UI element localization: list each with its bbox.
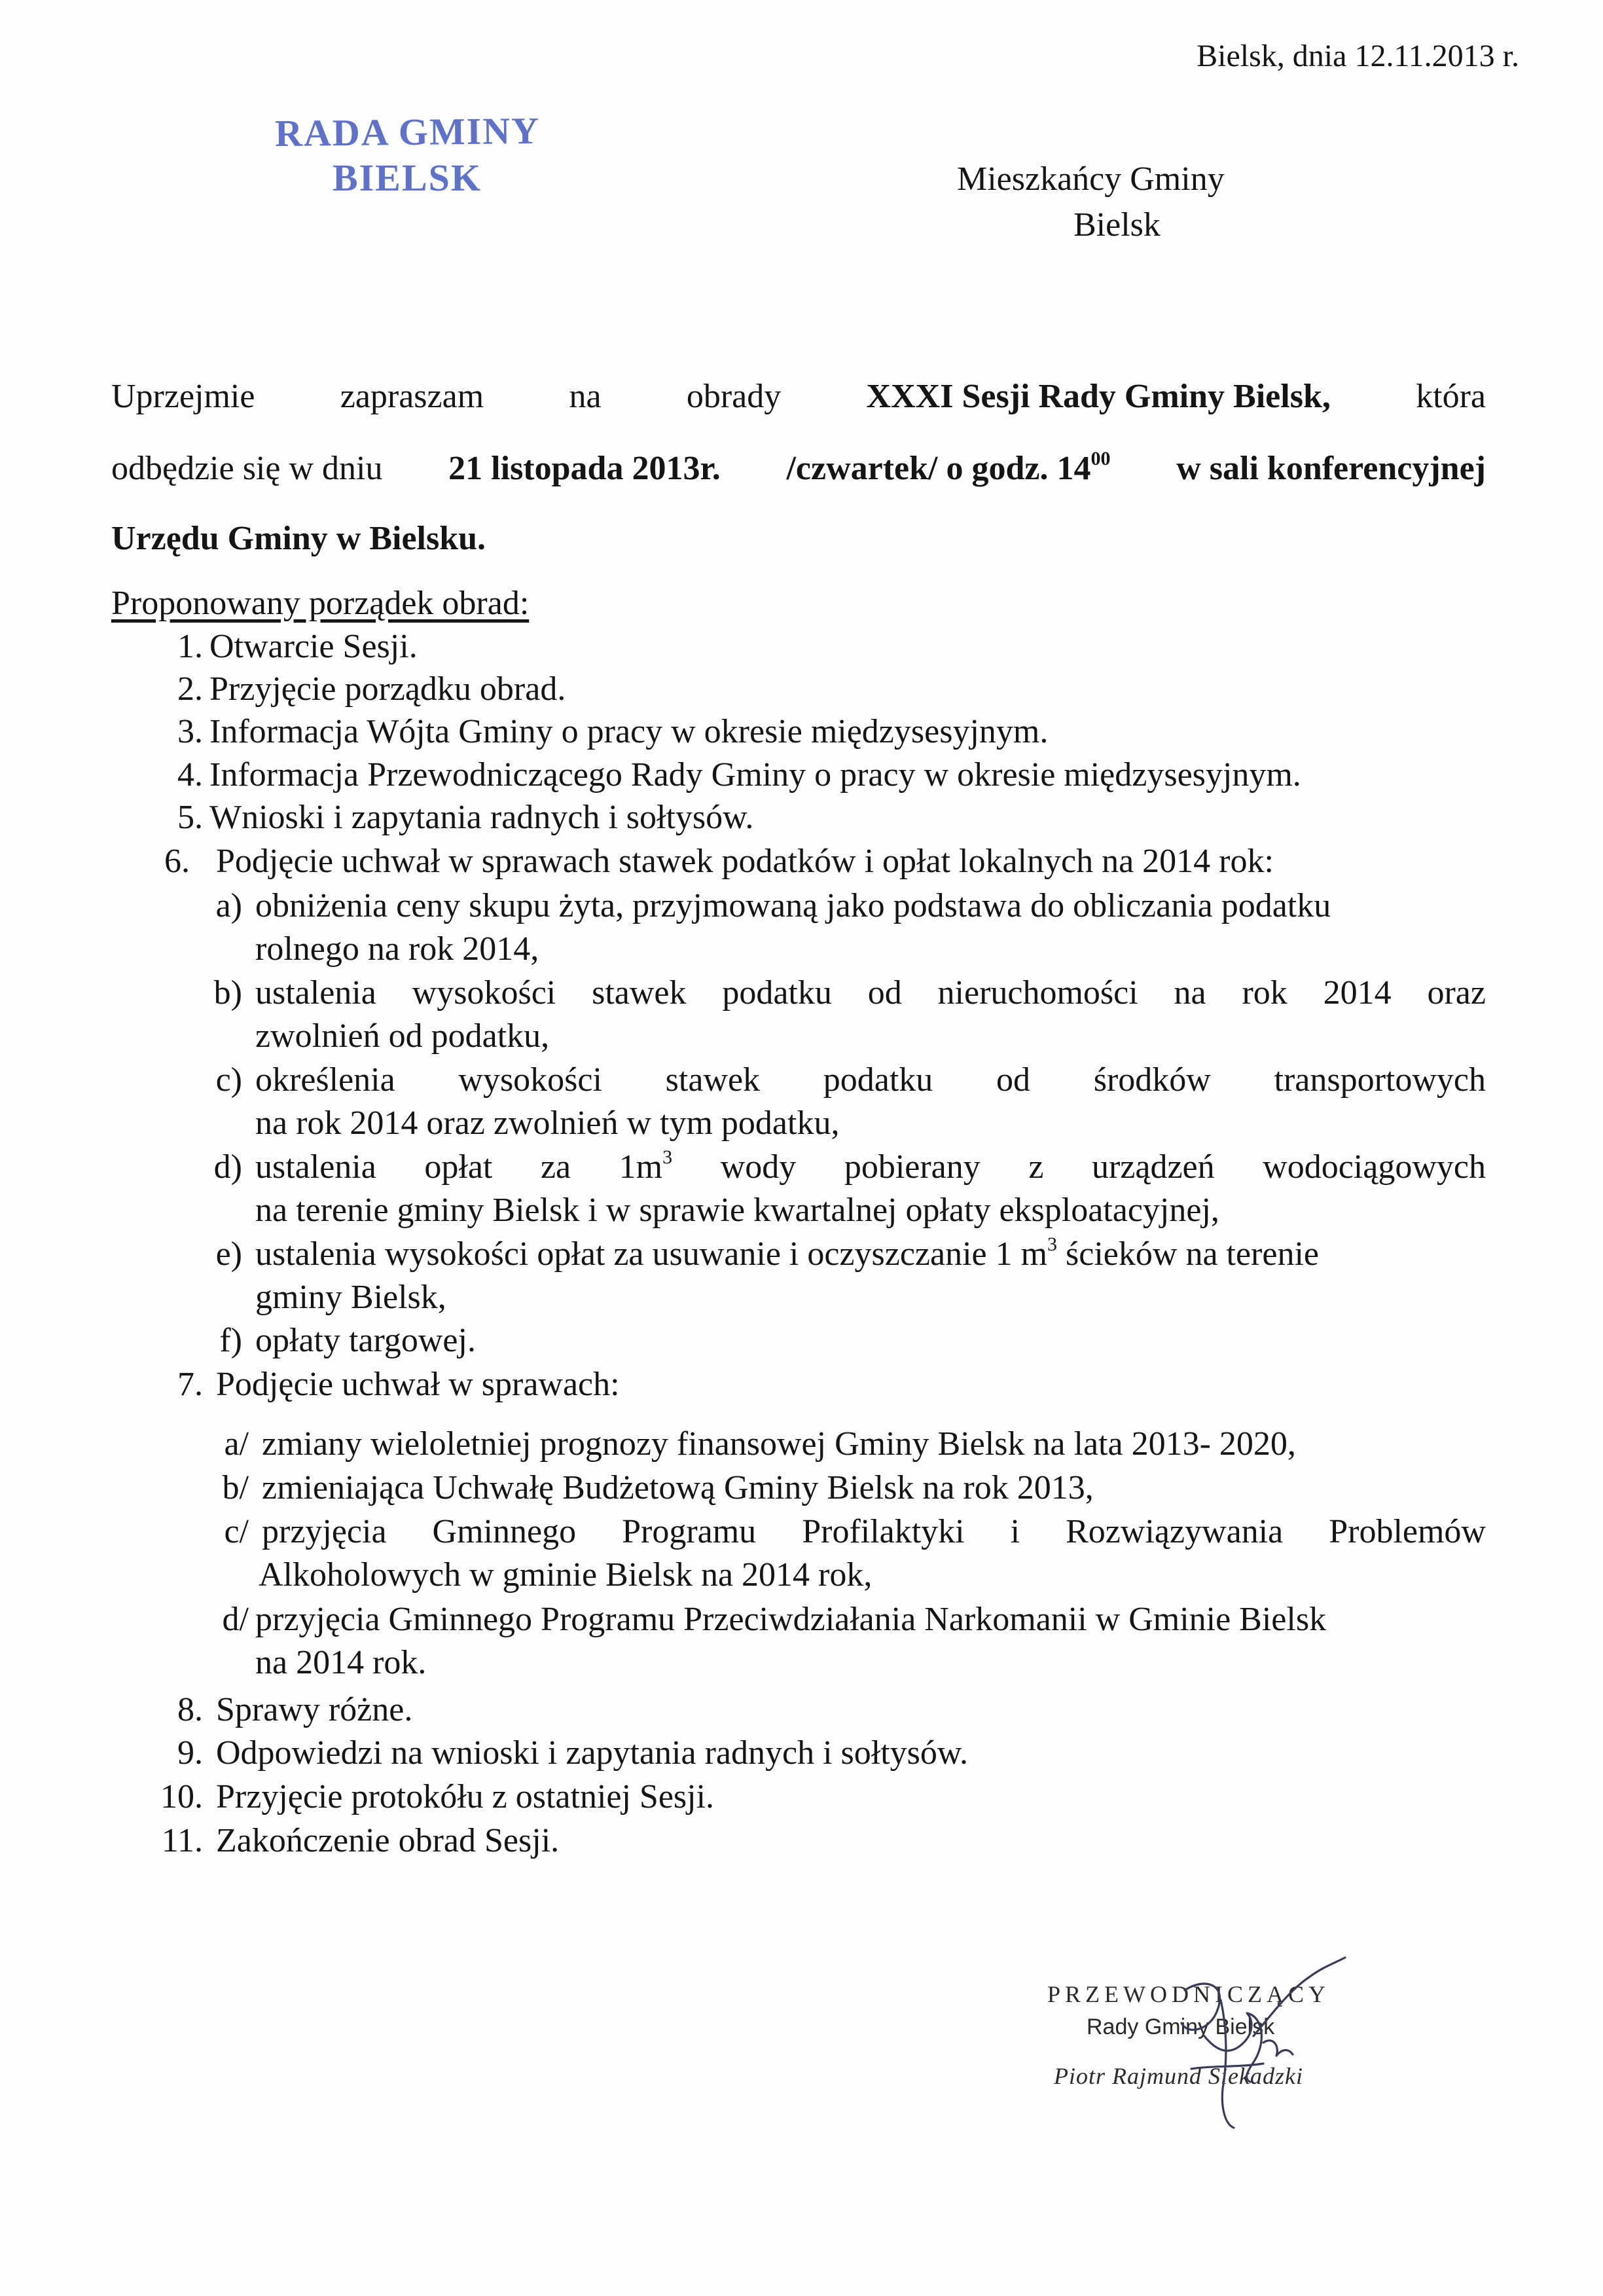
agenda-title: Proponowany porządek obrad: [111,585,530,622]
chairman-org: Rady Gminy Bielsk [1087,2014,1275,2039]
sub-item-text: rolnego na rok 2014, [255,930,539,968]
time-minutes: 00 [1090,447,1111,469]
agenda-item-number: 1. [177,628,203,665]
sub-item-word: i [1010,1513,1020,1550]
sub-item-word: z [1028,1148,1044,1186]
sub-item-word: nieruchomości [937,974,1138,1011]
agenda-item-number: 2. [177,670,203,708]
sub-item-word: Rozwiązywania [1066,1513,1284,1550]
agenda-item-text: Informacja Wójta Gminy o pracy w okresie międzysesyjnym. [209,713,1049,750]
agenda-item-number: 5. [177,799,203,836]
session-day-time: /czwartek/ o godz. $14^{00}$ [786,447,1111,487]
sub-item-word: podatku [823,1061,933,1099]
sub-item-text: zmieniająca Uchwałę Budżetową Gminy Bielsk na rok 2013, [262,1469,1094,1506]
sub-item-text: zwolnień od podatku, [255,1017,550,1055]
sub-item-text: opłaty targowej. [255,1322,476,1359]
agenda-item-text: Informacja Przewodniczącego Rady Gminy o pracy w okresie międzysesyjnym. [209,756,1301,793]
intro-line-1 [111,380,1486,414]
date-line: Bielsk, dnia 12.11.2013 r. [1197,39,1519,73]
sub-item-text [255,976,1486,1010]
agenda-item-text: Przyjęcie protokółu z ostatniej Sesji. [216,1778,715,1815]
sub-item-word: 2014 [1323,974,1392,1011]
agenda-item-number: 3. [177,713,203,750]
agenda-item-text: Sprawy różne. [216,1691,413,1728]
sub-item-word: przyjęcia [262,1513,387,1550]
handwritten-signature [1113,1938,1361,2134]
chairman-name: Piotr Rajmund Siekadzki [1054,2063,1303,2089]
sub-item-text: zmiany wieloletniej prognozy finansowej Gminy Bielsk na lata 2013- 2020, [262,1425,1296,1463]
sub-item-word: stawek [665,1061,761,1099]
agenda-item-text: Przyjęcie porządku obrad. [209,670,566,708]
intro-word: obrady [686,378,782,415]
session-name: XXXI Sesji Rady Gminy Bielsk, [866,378,1331,415]
agenda-item-number: 11. [161,1822,203,1859]
sub-item-word: ustalenia [255,1148,376,1186]
sub-item-word: transportowych [1274,1061,1486,1099]
sub-item-word: Problemów [1329,1513,1486,1550]
intro-line-3: Urzędu Gminy w Bielsku. [111,520,486,557]
sub-item-text [255,1146,1486,1186]
sub-item-word: od [996,1061,1030,1099]
sub-item-word: określenia [255,1061,395,1099]
sub-item-text: obniżenia ceny skupu żyta, przyjmowaną jako podstawa do obliczania podatku [255,887,1331,924]
agenda-item-text: Podjęcie uchwał w sprawach: [216,1366,620,1403]
agenda-item-number: 8. [177,1691,203,1728]
session-venue: w sali konferencyjnej [1176,450,1486,487]
chairman-title: PRZEWODNICZĄCY [1047,1981,1330,2007]
sub-item-word: Profilaktyki [802,1513,965,1550]
sub-item-word: Gminnego [432,1513,577,1550]
agenda-item-number: 10. [160,1778,203,1815]
sub-item-word: pobierany [844,1148,981,1186]
intro-word: Uprzejmie [111,378,255,415]
council-stamp [275,110,589,208]
sub-item-word: od [867,974,902,1011]
sub-item-mark: a) [215,887,242,924]
sub-item-mark: d) [213,1148,242,1186]
sub-item-text: Alkoholowych w gminie Bielsk na 2014 rok, [259,1556,873,1594]
sub-item-word: podatku [722,974,832,1011]
sub-item-mark: f) [219,1322,242,1359]
stamp-line-2: BIELSK [333,156,482,199]
sub-item-text: na 2014 rok. [255,1644,427,1681]
sub-item-word: wysokości [458,1061,602,1099]
sub-item-word: Programu [622,1513,757,1550]
sub-item-word: stawek [592,974,687,1011]
sub-item-text [255,1063,1486,1097]
sub-item-mark: d/ [222,1601,249,1638]
sub-item-word: opłat [424,1148,493,1186]
sub-item-word: oraz [1427,974,1486,1011]
sub-item-word: środków [1093,1061,1211,1099]
agenda-item-number: 6. [164,843,190,880]
agenda-item-text: Podjęcie uchwał w sprawach stawek podatków i opłat lokalnych na 2014 rok: [216,843,1274,880]
sub-item-word: ustalenia [255,974,376,1011]
agenda-item-text: Zakończenie obrad Sesji. [216,1822,560,1859]
sub-item-word: na [1174,974,1206,1011]
intro-text: odbędzie się w dniu [111,450,383,487]
agenda-item-number: 4. [177,756,203,793]
sub-item-word: rok [1242,974,1288,1011]
agenda-item-text: Wnioski i zapytania radnych i sołtysów. [209,799,754,836]
sub-item-mark: b) [213,974,242,1011]
agenda-item-number: 7. [177,1366,203,1403]
intro-word: na [569,378,602,415]
session-date: 21 listopada 2013r. [448,450,721,487]
agenda-item-number: 9. [177,1734,203,1772]
sub-item-mark: b/ [222,1469,249,1506]
sub-item-mark: c/ [224,1513,249,1550]
recipient-line-2: Bielsk [1073,206,1161,244]
water-unit: $1m^3$ [619,1146,673,1186]
sub-item-word: wody [720,1148,797,1186]
sub-item-text: na terenie gminy Bielsk i w sprawie kwartalnej opłaty eksploatacyjnej, [255,1192,1219,1229]
sub-item-text: na rok 2014 oraz zwolnień w tym podatku, [255,1104,840,1142]
sub-item-text [262,1515,1486,1549]
sub-item-mark: c) [215,1061,242,1099]
stamp-line-1: RADA GMINY [274,109,541,155]
agenda-item-text: Otwarcie Sesji. [209,628,418,665]
recipient-line-1: Mieszkańcy Gminy [957,160,1225,198]
sub-item-word: wodociągowych [1263,1148,1486,1186]
sub-item-word: wysokości [412,974,556,1011]
sub-item-word: urządzeń [1091,1148,1215,1186]
intro-word: która [1416,378,1486,415]
sub-item-text: przyjęcia Gminnego Programu Przeciwdziałania Narkomanii w Gminie Bielsk [255,1601,1327,1638]
intro-word: zapraszam [340,378,484,415]
sub-item-mark: a/ [224,1425,249,1463]
agenda-item-text: Odpowiedzi na wnioski i zapytania radnych i sołtysów. [216,1734,969,1772]
sub-item-word: za [540,1148,571,1186]
intro-line-2 [111,447,1486,487]
sub-item-mark: e) [215,1235,242,1273]
sub-item-text: ustalenia wysokości opłat za usuwanie i oczyszczanie 1 $m^3$ ścieków na terenie [255,1233,1319,1273]
sub-item-text: gminy Bielsk, [255,1279,446,1316]
